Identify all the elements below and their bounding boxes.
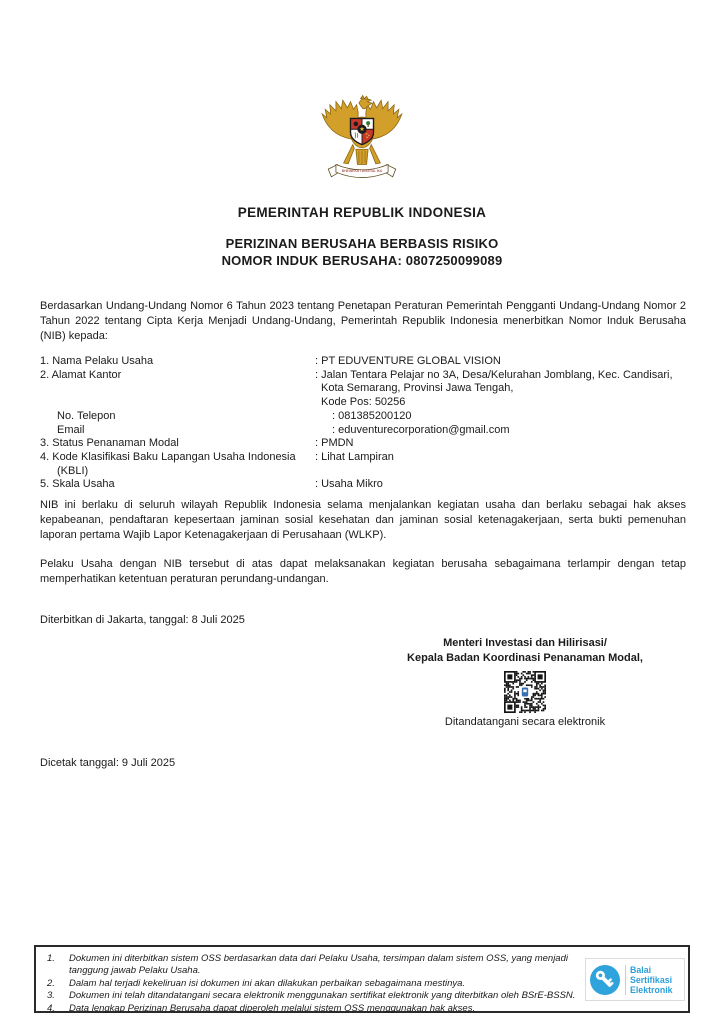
- footer-note: 4. Data lengkap Perizinan Berusaha dapat diperoleh melalui sistem OSS menggunakan hak akses.: [47, 1002, 476, 1014]
- field-value: : Jalan Tentara Pelajar no 3A, Desa/Kelurahan Jomblang, Kec. Candisari, Kota Semarang, Provinsi Jawa Tengah, Kode Pos: 50256: [315, 368, 673, 409]
- field-label: No. Telepon: [57, 409, 116, 422]
- signature-block: [385, 636, 665, 728]
- business-data-fields: [40, 355, 686, 492]
- field-row-skala-usaha: [40, 478, 686, 492]
- signatory-title-line2: Kepala Badan Koordinasi Penanaman Modal,: [407, 651, 643, 664]
- badge-separator: [625, 965, 626, 995]
- footer-note: 3. Dokumen ini telah ditandatangani secara elektronik menggunakan sertifikat elektronik yang diterbitkan oleh BSrE-BSSN.: [47, 990, 576, 1002]
- field-label: 5. Skala Usaha: [40, 478, 115, 491]
- qr-code: [504, 671, 546, 713]
- star-icon: ★: [359, 126, 365, 134]
- field-row-no-telepon: [40, 410, 686, 424]
- field-value: : Usaha Mikro: [315, 478, 383, 491]
- electronic-signature-caption: Ditandatangani secara elektronik: [444, 716, 606, 728]
- document-title-line1: PERIZINAN BERUSAHA BERBASIS RISIKO: [225, 236, 499, 251]
- badge-text: Balai Sertifikasi Elektronik: [630, 964, 673, 995]
- document-title-line2: NOMOR INDUK BERUSAHA: 0807250099089: [221, 252, 503, 268]
- field-label: 1. Nama Pelaku Usaha: [40, 355, 154, 367]
- footer-notes-list: [47, 953, 587, 1015]
- field-value: : PMDN: [315, 437, 354, 450]
- garuda-pancasila-emblem: [316, 91, 408, 189]
- field-row-email: [40, 424, 686, 438]
- field-value: : eduventurecorporation@gmail.com: [332, 423, 510, 436]
- field-row-status-penanaman-modal: [40, 437, 686, 451]
- field-label: 3. Status Penanaman Modal: [40, 437, 179, 450]
- nib-validity-paragraph: NIB ini berlaku di seluruh wilayah Republik Indonesia selama menjalankan kegiatan usaha dan berlaku sebagai hak akses kepabeanan, pendaftaran kepesertaan jaminan sosial kesehatan dan jaminan sosial ketenagakerjaan, serta bukti pemenuhan laporan pertama Wajib Lapor Ketenagakerjaan di Perusahaan (WLKP).: [40, 499, 686, 541]
- field-value: : Lihat Lampiran: [315, 450, 394, 463]
- issued-line: Diterbitkan di Jakarta, tanggal: 8 Juli 2025: [40, 614, 245, 626]
- field-label: 4. Kode Klasifikasi Baku Lapangan Usaha Indonesia (KBLI): [40, 450, 296, 477]
- printed-date-line: Dicetak tanggal: 9 Juli 2025: [40, 757, 176, 769]
- field-value: : 081385200120: [332, 409, 412, 422]
- nib-usage-paragraph: Pelaku Usaha dengan NIB tersebut di atas dapat melaksanakan kegiatan berusaha sebagaimana terlampir dengan tetap memperhatikan ketentuan peraturan perundang-undangan.: [40, 558, 686, 585]
- field-label: 2. Alamat Kantor: [40, 368, 122, 381]
- bsre-key-logo-icon: [589, 964, 621, 996]
- document-title: [0, 236, 724, 269]
- footer-note: 1. Dokumen ini diterbitkan sistem OSS berdasarkan data dari Pelaku Usaha, tersimpan dalam sistem OSS, yang menjadi tanggung jawab Pelaku Usaha.: [47, 953, 568, 977]
- field-row-alamat-kantor: [40, 369, 686, 410]
- signatory-title-line1: Menteri Investasi dan Hilirisasi/: [443, 637, 607, 649]
- field-row-kbli: [40, 451, 686, 478]
- footer-note: 2. Dalam hal terjadi kekeliruan isi dokumen ini akan dilakukan perbaikan sebagaimana mestinya.: [47, 977, 466, 989]
- emblem-motto: BHINNEKA TUNGGAL IKA: [341, 168, 383, 173]
- field-value: : PT EDUVENTURE GLOBAL VISION: [315, 355, 501, 367]
- government-title: PEMERINTAH REPUBLIK INDONESIA: [237, 205, 487, 220]
- garuda-emblem-graphic: [316, 91, 408, 189]
- footer-notes-box: [34, 945, 690, 1013]
- bsre-certification-badge: [585, 958, 685, 1001]
- field-label: Email: [57, 423, 85, 436]
- intro-paragraph: Berdasarkan Undang-Undang Nomor 6 Tahun 2023 tentang Penetapan Peraturan Pemerintah Pengganti Undang-Undang Nomor 2 Tahun 2022 tentang Cipta Kerja Menjadi Undang-Undang, Pemerintah Republik Indonesia menerbitkan Nomor Induk Berusaha (NIB) kepada:: [40, 300, 686, 342]
- field-row-nama-pelaku-usaha: [40, 355, 686, 369]
